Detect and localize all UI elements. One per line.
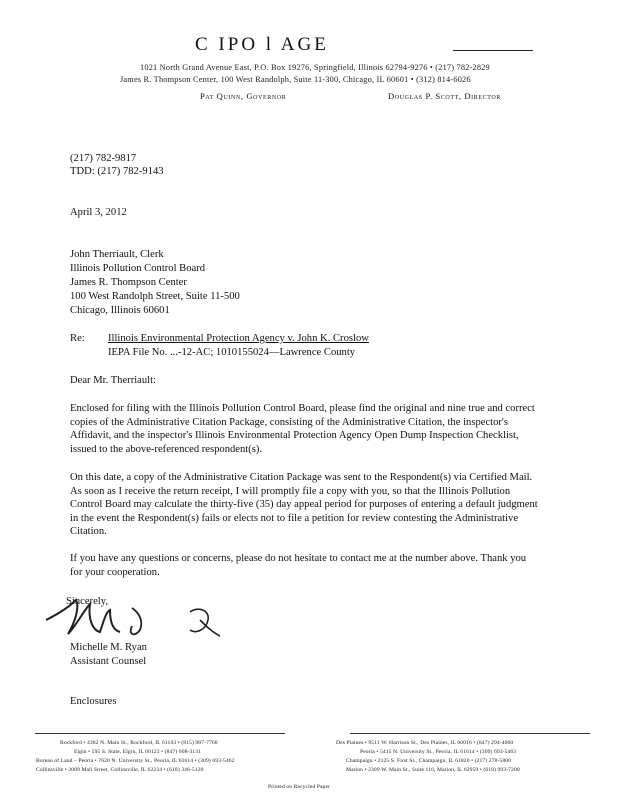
agency-name: C IPO l AGE <box>195 34 329 55</box>
footer-office-champaign: Champaign • 2125 S. First St., Champaign, IL 61820 • (217) 278-5800 <box>346 758 512 764</box>
paragraph-3: If you have any questions or concerns, please do not hesitate to contact me at the number above. Thank you for your cooperation. <box>70 553 527 578</box>
recipient-building: James R. Thompson Center <box>70 277 187 288</box>
letterhead-director: Douglas P. Scott, Director <box>388 91 501 101</box>
footer-office-des-plaines: Des Plaines • 9511 W. Harrison St., Des Plaines, IL 60016 • (847) 294-4000 <box>336 740 514 746</box>
recipient-org: Illinois Pollution Control Board <box>70 263 206 274</box>
contact-tdd: TDD: (217) 782-9143 <box>70 166 164 177</box>
recipient-city: Chicago, Illinois 60601 <box>70 305 170 316</box>
recipient-street: 100 West Randolph Street, Suite 11-500 <box>70 291 240 302</box>
footer-office-peoria: Peoria • 5415 N. University St., Peoria, IL 61614 • (309) 693-5463 <box>360 749 517 755</box>
re-file: IEPA File No. ...-12-AC; 1010155024—Lawrence County <box>108 347 356 358</box>
footer-office-collinsville: Collinsville • 2009 Mall Street, Collinsville, IL 62234 • (618) 346-5120 <box>36 767 204 773</box>
contact-phone: (217) 782-9817 <box>70 153 137 164</box>
enclosures: Enclosures <box>70 696 117 707</box>
re-case: Illinois Environmental Protection Agency v. John K. Croslow <box>108 333 369 344</box>
letter-date: April 3, 2012 <box>70 207 127 218</box>
paragraph-1: Enclosed for filing with the Illinois Pollution Control Board, please find the original and nine true and correct copies of the Administrative Citation Package, consisting of the Administrative Citation, the inspector's Affidavit, and the inspector's Illinois Environmental Protection Agency Open Dump Inspection Checklist, issued to the above-referenced respondent(s). <box>70 403 535 455</box>
footer-office-rockford: Rockford • 4302 N. Main St., Rockford, IL 61103 • (815) 987-7760 <box>60 740 218 746</box>
salutation: Dear Mr. Therriault: <box>70 375 156 386</box>
paragraph-2: On this date, a copy of the Administrative Citation Package was sent to the Respondent(s) via Certified Mail. As soon as I receive the return receipt, I will promptly file a copy with you, so that the Illinois Pollution Control Board may calculate the thirty-five (35) day appeal period for purposes of entering a default judgment in the event the Respondent(s) fails or elects not to file a petition for review contesting the Administrative Citation. <box>70 472 538 537</box>
footer-recycled-note: Printed on Recycled Paper <box>268 784 330 790</box>
footer-office-bol-peoria: Bureau of Land – Peoria • 7620 N. University St., Peoria, IL 61614 • (309) 693-5462 <box>36 758 235 764</box>
recipient-name: John Therriault, Clerk <box>70 249 164 260</box>
re-label: Re: <box>70 333 85 344</box>
footer-office-marion: Marion • 2309 W. Main St., Suite 116, Marion, IL 62959 • (618) 993-7200 <box>346 767 520 773</box>
letterhead-address-2: James R. Thompson Center, 100 West Randolph, Suite 11-300, Chicago, IL 60601 • (312) 814-6026 <box>120 75 471 84</box>
letterhead-governor: Pat Quinn, Governor <box>200 91 287 101</box>
letterhead-address-1: 1021 North Grand Avenue East, P.O. Box 19276, Springfield, Illinois 62794-9276 • (217) 782-2829 <box>140 63 490 72</box>
agency-name-underline <box>453 50 533 51</box>
footer-office-elgin: Elgin • 595 S. State, Elgin, IL 60123 • (847) 608-3131 <box>74 749 202 755</box>
signer-name: Michelle M. Ryan <box>70 642 147 653</box>
signer-title: Assistant Counsel <box>70 656 147 667</box>
closing-sincerely: Sincerely, <box>66 596 108 607</box>
footer-rule-right <box>350 733 590 734</box>
footer-rule-left <box>35 733 285 734</box>
